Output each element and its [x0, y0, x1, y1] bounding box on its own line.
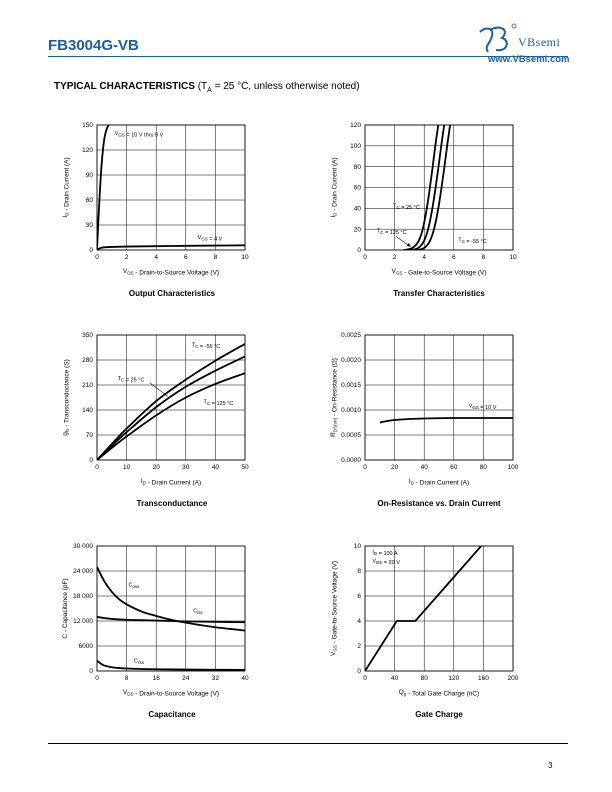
x-tick-label: 50 — [241, 464, 249, 471]
x-tick-label: 160 — [477, 675, 489, 682]
annotation-label: $V_{GS} = 4$ V — [197, 235, 223, 243]
y-tick-label: 0 — [357, 247, 361, 255]
cond-rest: = 25 °C, unless otherwise noted) — [211, 81, 360, 92]
y-tick-label: 30 — [85, 222, 93, 230]
x-tick-label: 10 — [509, 254, 517, 261]
series-line-2-1 — [97, 356, 245, 460]
y-tick-label: 80 — [353, 163, 361, 171]
y-tick-label: 40 — [353, 205, 361, 213]
series-line-0-0 — [97, 125, 109, 250]
plot-frame — [365, 335, 513, 460]
x-axis-label: $I_D$ - Drain Current (A) — [140, 478, 202, 487]
x-tick-label: 32 — [211, 675, 220, 682]
transfer-characteristics-chart — [318, 115, 528, 283]
y-axis-label: $R_{DS(on)}$ - On-Resistance (Ω) — [330, 358, 339, 437]
caption-on-resistance: On-Resistance vs. Drain Current — [377, 499, 501, 508]
annotation-label: $I_D = 100$ A — [372, 549, 398, 557]
x-tick-label: 80 — [420, 675, 428, 682]
on-resistance-chart — [318, 325, 528, 493]
y-tick-label: 150 — [82, 122, 93, 130]
y-tick-label: 140 — [82, 407, 93, 415]
y-tick-label: 20 — [353, 226, 361, 234]
grid — [97, 546, 245, 671]
y-tick-label: 70 — [85, 432, 93, 440]
x-tick-label: 2 — [124, 254, 129, 261]
x-axis-label: $V_{GS}$ - Gate-to-Source Voltage (V) — [391, 268, 487, 277]
caption-capacitance: Capacitance — [148, 710, 196, 719]
y-axis-label: $I_D$ - Drain Current (A) — [62, 157, 71, 218]
capacitance-chart — [50, 536, 260, 704]
x-tick-label: 8 — [481, 254, 486, 261]
x-tick-label: 8 — [124, 675, 129, 682]
x-tick-label: 20 — [390, 464, 399, 471]
x-tick-label: 8 — [213, 254, 218, 261]
y-tick-label: 210 — [82, 382, 93, 390]
y-tick-label: 90 — [85, 172, 93, 180]
y-tick-label: 0.0015 — [341, 382, 361, 390]
y-tick-label: 100 — [350, 143, 361, 151]
header-rule — [48, 56, 568, 57]
x-tick-label: 4 — [422, 254, 427, 261]
annotation-label: $V_{DS} = 20$ V — [372, 558, 400, 566]
brand-name: VBsemi — [518, 35, 561, 49]
y-axis-label: $V_{GS}$ - Gate-to-Source Voltage (V) — [330, 560, 339, 657]
x-tick-label: 80 — [479, 464, 488, 471]
y-tick-label: 0 — [89, 247, 93, 255]
arrow-head-icon — [407, 243, 411, 247]
section-title-text: TYPICAL CHARACTERISTICS — [54, 81, 195, 92]
series-line-0-1 — [97, 245, 245, 250]
x-tick-label: 40 — [211, 464, 220, 471]
x-tick-label: 0 — [363, 675, 367, 682]
series-line-2-2 — [97, 373, 245, 460]
series-line-4-2 — [97, 658, 245, 670]
section-condition — [198, 81, 360, 92]
series-line-3-0 — [380, 418, 513, 423]
caption-transconductance: Transconductance — [136, 499, 208, 508]
y-tick-label: 12 000 — [73, 618, 93, 626]
y-axis-label: $I_D$ - Drain Current (A) — [330, 157, 339, 218]
x-tick-label: 10 — [241, 254, 249, 261]
vbsemi-logo-icon — [476, 22, 520, 56]
x-tick-label: 0 — [95, 254, 99, 261]
plot-frame — [97, 546, 245, 671]
gate-charge-chart — [318, 536, 528, 704]
annotation-label: $T_C = 25$ °C — [393, 203, 420, 211]
x-tick-label: 20 — [152, 464, 160, 471]
x-tick-label: 0 — [363, 464, 367, 471]
y-tick-label: 0 — [89, 668, 93, 676]
grid — [365, 335, 513, 460]
annotation-label: $V_{GS} = 10$ V thru 5 V — [114, 131, 164, 139]
transconductance-chart — [50, 325, 260, 493]
x-tick-label: 2 — [392, 254, 397, 261]
y-tick-label: 60 — [353, 184, 361, 192]
y-tick-label: 120 — [350, 122, 361, 130]
x-tick-label: 60 — [450, 464, 458, 471]
cond-sub: A — [207, 87, 212, 94]
y-tick-label: 8 — [357, 568, 361, 576]
annotation-label: $T_C = -55$ °C — [191, 342, 221, 350]
x-tick-label: 4 — [154, 254, 159, 261]
x-tick-label: 200 — [507, 675, 519, 682]
y-tick-label: 0 — [357, 668, 361, 676]
y-tick-label: 280 — [82, 357, 93, 365]
annotation-label: $V_{GS} = 10$ V — [468, 403, 497, 411]
annotation-label: $T_C = 25$ °C — [117, 376, 145, 384]
annotation-label: $C_{rss}$ — [134, 658, 144, 666]
x-tick-label: 24 — [182, 675, 190, 682]
x-axis-label: $I_D$ - Drain Current (A) — [408, 478, 470, 487]
y-tick-label: 18 000 — [73, 593, 93, 601]
y-tick-label: 2 — [357, 643, 361, 651]
x-tick-label: 6 — [451, 254, 456, 261]
x-tick-label: 40 — [420, 464, 428, 471]
annotation-label: $C_{oss}$ — [128, 582, 140, 589]
y-tick-label: 60 — [85, 197, 93, 205]
y-axis-label: C - Capacitance (pF) — [62, 578, 69, 639]
x-tick-label: 16 — [152, 675, 160, 682]
x-tick-label: 0 — [363, 254, 367, 261]
part-number: FB3004G-VB — [48, 37, 139, 54]
x-tick-label: 40 — [390, 675, 399, 682]
cond-open: (T — [197, 81, 208, 92]
y-tick-label: 6000 — [78, 643, 93, 651]
grid — [97, 125, 245, 250]
x-tick-label: 40 — [241, 675, 249, 682]
y-tick-label: 24 000 — [73, 568, 93, 576]
y-tick-label: 4 — [357, 618, 361, 626]
y-tick-label: 0.0005 — [341, 432, 361, 440]
y-axis-label: $g_{fs}$ - Transconductance (S) — [62, 359, 71, 436]
annotation-label: $T_C = 125$ °C — [376, 228, 407, 236]
y-tick-label: 350 — [82, 332, 93, 340]
y-tick-label: 6 — [357, 593, 361, 601]
x-tick-label: 0 — [95, 464, 99, 471]
output-characteristics-chart — [50, 115, 260, 283]
caption-output: Output Characteristics — [128, 289, 216, 298]
y-tick-label: 0.0025 — [341, 332, 361, 340]
x-tick-label: 100 — [507, 464, 519, 471]
x-tick-label: 30 — [182, 464, 190, 471]
section-title — [54, 81, 360, 94]
page-number: 3 — [548, 761, 553, 770]
y-tick-label: 0 — [89, 457, 93, 465]
caption-transfer: Transfer Characteristics — [393, 289, 485, 298]
footer-rule — [48, 743, 568, 744]
x-axis-label: $Q_g$ - Total Gate Charge (nC) — [398, 689, 480, 698]
y-tick-label: 0.0010 — [341, 407, 361, 415]
y-tick-label: 0.0000 — [341, 457, 361, 465]
y-tick-label: 0.0020 — [341, 357, 361, 365]
x-axis-label: $V_{DS}$ - Drain-to-Source Voltage (V) — [122, 689, 220, 698]
y-tick-label: 30 000 — [73, 543, 93, 551]
website-url[interactable]: www.VBsemi.com — [488, 54, 570, 65]
y-tick-label: 120 — [82, 147, 93, 155]
annotation-arrow — [396, 236, 409, 245]
annotation-label: $T_C = -55$ °C — [458, 237, 487, 246]
annotation-label: $T_C = 125$ °C — [203, 399, 234, 408]
plot-frame — [97, 125, 245, 250]
caption-gate-charge: Gate Charge — [415, 710, 463, 719]
x-axis-label: $V_{DS}$ - Drain-to-Source Voltage (V) — [122, 268, 220, 277]
x-tick-label: 10 — [122, 464, 131, 471]
annotation-label: $C_{iss}$ — [193, 608, 203, 616]
y-tick-label: 10 — [353, 543, 361, 551]
x-tick-label: 6 — [183, 254, 188, 261]
x-tick-label: 120 — [448, 675, 460, 682]
x-tick-label: 0 — [95, 675, 99, 682]
